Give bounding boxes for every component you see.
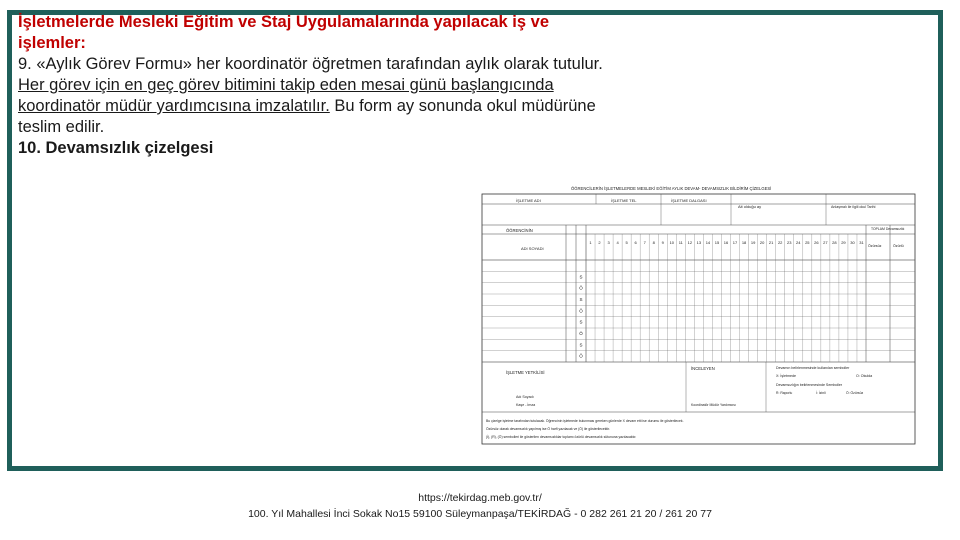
form-day-number: 28 bbox=[832, 240, 837, 245]
form-col-toplam: TOPLAM Devamsızlık bbox=[871, 227, 905, 231]
form-row-mark: S bbox=[579, 297, 583, 302]
form-day-number: 25 bbox=[805, 240, 810, 245]
form-day-number: 5 bbox=[625, 240, 628, 245]
form-row-mark: Ö bbox=[579, 353, 583, 359]
form-day-number: 24 bbox=[796, 240, 801, 245]
form-col-isletme-adi: İŞLETME ADI bbox=[516, 198, 541, 203]
form-ozursuz-symbol: Ö: Özürsüz bbox=[846, 391, 864, 395]
form-kase-imza: Kaşe - İmza bbox=[516, 403, 536, 407]
form-isletmede: X: İşletmede bbox=[776, 374, 796, 378]
form-day-number: 14 bbox=[705, 240, 711, 245]
form-day-number: 18 bbox=[741, 240, 747, 245]
form-row-mark: S bbox=[579, 274, 583, 280]
form-day-number: 12 bbox=[687, 240, 693, 245]
form-row-mark: S bbox=[579, 319, 583, 325]
form-note-3: (İ), (R), (Ö) sembolleri ile gösterilen devamsızlıklar toplamı özürlü devamsızlık sütununa yazılacaktır. bbox=[486, 435, 637, 439]
form-day-number: 8 bbox=[652, 240, 655, 245]
form-day-number: 26 bbox=[814, 240, 819, 245]
attendance-form-image bbox=[476, 172, 918, 450]
form-col-isletme-dalgasi: İŞLETME DALGASI bbox=[671, 198, 707, 203]
form-day-number: 10 bbox=[669, 240, 675, 245]
form-day-number: 20 bbox=[759, 240, 765, 245]
form-devamsizlik-semboller: Devamsızlığın belirlenmesinde Semboller bbox=[776, 383, 843, 387]
form-ozurlu-label: Özürlü bbox=[893, 244, 904, 248]
form-row-mark: Ö bbox=[579, 285, 583, 291]
form-day-number: 11 bbox=[678, 240, 683, 245]
form-row-mark: Ö bbox=[579, 308, 583, 314]
form-day-number: 27 bbox=[823, 240, 828, 245]
form-ad-soyad-label: ADI SOYADI bbox=[521, 246, 544, 251]
form-row-mark: Ö bbox=[579, 331, 583, 336]
form-devam-semboller: Devamın belirlenmesinde kullanılan semboller bbox=[776, 366, 850, 370]
form-day-number: 3 bbox=[607, 240, 610, 245]
form-heading: ÖĞRENCİLERİN İŞLETMELERDE MESLEKİ EĞİTİM AYLIK DEVAM- DEVAMSIZLIK BİLDİRİM ÇİZELGESİ bbox=[571, 186, 772, 191]
item-9-end: Bu form ay sonunda okul müdürüne teslim edilir. bbox=[18, 97, 596, 136]
form-inceleyen: İNCELEYEN bbox=[691, 366, 715, 371]
form-koordinator: Koordinatör Müdür Yardımcısı bbox=[691, 403, 736, 407]
form-note-2: Özürsüz olarak devamsızlık yapılmış ise Ö harfi yazılacak ve (Ö) ile gösterilecektir. bbox=[486, 427, 610, 431]
form-col-ait-oldugu-ay: Ait olduğu ay bbox=[738, 204, 762, 209]
form-day-number: 19 bbox=[750, 240, 756, 245]
form-izinli: İ: İzinli bbox=[816, 391, 826, 395]
item-9 bbox=[18, 54, 618, 138]
form-day-number: 7 bbox=[643, 240, 646, 245]
form-note-1: Bu çizelge işletme tarafından tutulacak. Öğrencinin işletmede bulunması gereken günlerde X devam etti ise durumu ile gösterilecek. bbox=[486, 419, 684, 423]
form-day-number: 9 bbox=[661, 240, 664, 245]
item-10: 10. Devamsızlık çizelgesi bbox=[18, 139, 214, 157]
form-col-ara-sinif: Anlaşmalı ile ilgili okul Tarihi bbox=[831, 205, 876, 209]
form-day-number: 2 bbox=[598, 240, 601, 245]
form-ozursuz-label: Özürsüz bbox=[868, 244, 882, 248]
attendance-form-drawing bbox=[476, 172, 918, 450]
form-ad-soyad-small: Adı Soyadı bbox=[516, 395, 534, 399]
form-day-number: 16 bbox=[723, 240, 729, 245]
form-raporlu: R: Raporlu bbox=[776, 391, 793, 395]
item-9-intro: 9. «Aylık Görev Formu» her koordinatör öğretmen tarafından aylık olarak tutulur. bbox=[18, 55, 603, 73]
form-day-number: 13 bbox=[696, 240, 702, 245]
footer-address: 100. Yıl Mahallesi İnci Sokak No15 59100 Süleymanpaşa/TEKİRDAĞ - 0 282 261 21 20 / 261 20 77 bbox=[248, 508, 712, 520]
form-day-number: 31 bbox=[859, 240, 864, 245]
form-ogrenci-label: ÖĞRENCİNİN bbox=[506, 228, 533, 233]
form-day-number: 6 bbox=[634, 240, 637, 245]
form-day-number: 21 bbox=[768, 240, 774, 245]
form-day-number: 22 bbox=[777, 240, 783, 245]
item-9-underlined: Her görev için en geç görev bitimini takip eden mesai günü başlangıcında koordinatör müdür yardımcısına imzalatılır. bbox=[18, 76, 554, 115]
form-day-number: 4 bbox=[616, 240, 619, 245]
form-okulda: O: Okulda bbox=[856, 374, 873, 378]
footer-url[interactable]: https://tekirdag.meb.gov.tr/ bbox=[418, 492, 542, 504]
form-day-number: 17 bbox=[732, 240, 738, 245]
slide-text bbox=[18, 12, 618, 159]
form-day-number: 1 bbox=[589, 240, 592, 245]
form-day-number: 30 bbox=[850, 240, 855, 245]
slide-title: İşletmelerde Mesleki Eğitim ve Staj Uygulamalarında yapılacak iş ve işlemler: bbox=[18, 13, 550, 52]
form-day-number: 29 bbox=[841, 240, 846, 245]
form-day-number: 15 bbox=[714, 240, 720, 245]
form-day-number: 23 bbox=[786, 240, 792, 245]
form-col-isletme-tel: İŞLETME TEL bbox=[611, 198, 637, 203]
form-row-mark: S bbox=[579, 342, 583, 348]
form-isletme-yetkilisi: İŞLETME YETKİLİSİ bbox=[506, 370, 545, 375]
